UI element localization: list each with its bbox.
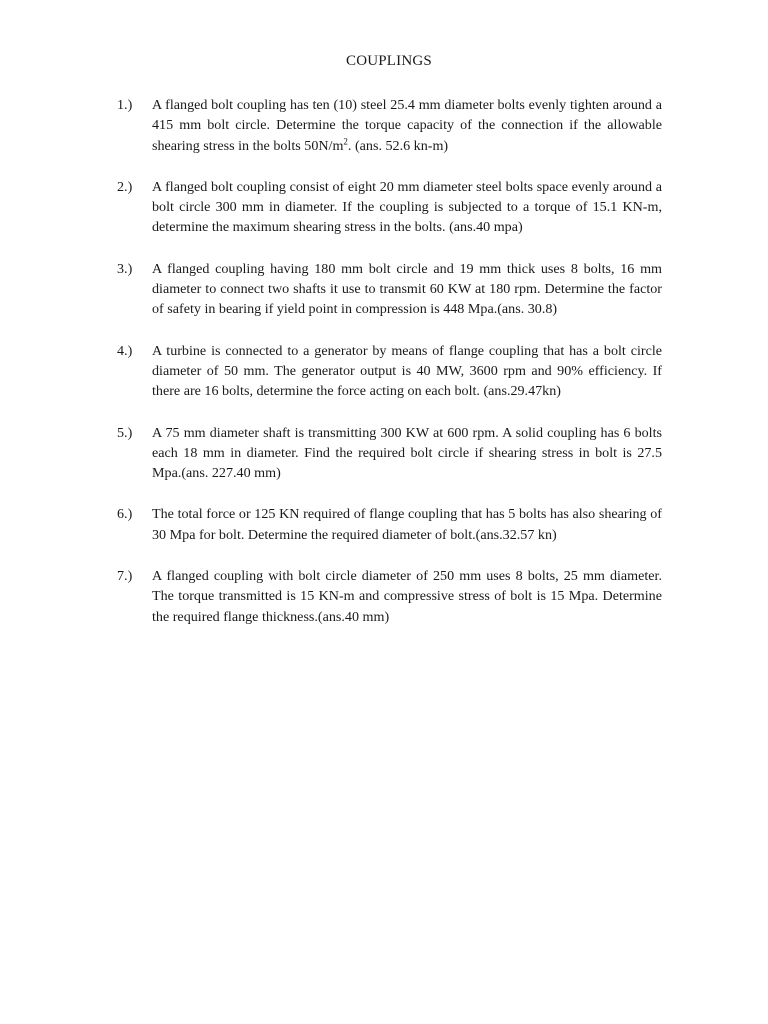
problem-text-answer: . (ans. 52.6 kn-m): [347, 137, 449, 154]
problem-item: [117, 504, 662, 545]
problem-text: A flanged coupling with bolt circle diameter of 250 mm uses 8 bolts, 25 mm diameter. The torque transmitted is 15 KN-m and compressive stress of bolt is 15 Mpa. Determine the required flange thickness.(ans.40 mm): [152, 568, 662, 625]
problem-text: The total force or 125 KN required of flange coupling that has 5 bolts has also shearing of 30 Mpa for bolt. Determine the required diameter of bolt.(ans.32.57 kn): [152, 506, 662, 543]
problem-number: 3.): [117, 260, 133, 277]
problem-text: A 75 mm diameter shaft is transmitting 300 KW at 600 rpm. A solid coupling has 6 bolts each 18 mm in diameter. Find the required bolt circle if shearing stress in bolt is 27.5 Mpa.(ans. 227.40 mm): [152, 424, 662, 482]
problem-item: [117, 95, 662, 156]
superscript-exponent: 2: [343, 135, 348, 146]
problem-list: [117, 95, 662, 648]
problem-number: 5.): [117, 424, 133, 441]
problem-text: A flanged bolt coupling consist of eight 20 mm diameter steel bolts space evenly around a bolt circle 300 mm in diameter. If the coupling is subjected to a torque of 15.1 KN-m, determine the maximum shearing stress in the bolts. (ans.40 mpa): [152, 178, 662, 236]
problem-item: [117, 177, 662, 238]
page-title: COUPLINGS: [346, 53, 432, 69]
problem-text: A turbine is connected to a generator by means of flange coupling that has a bolt circle diameter of 50 mm. The generator output is 40 MW, 3600 rpm and 90% efficiency. If there are 16 bolts, determine the force acting on each bolt. (ans.29.47kn): [152, 342, 662, 400]
problem-text-main: A flanged bolt coupling has ten (10) steel 25.4 mm diameter bolts evenly tighten around a 415 mm bolt circle. Determine the torque capacity of the connection if the allowable shearing stress in the bolts 50N/m: [152, 97, 662, 154]
problem-text: [152, 95, 662, 156]
problem-text: A flanged coupling having 180 mm bolt circle and 19 mm thick uses 8 bolts, 16 mm diameter to connect two shafts it use to transmit 60 KW at 180 rpm. Determine the factor of safety in bearing if yield point in compression is 448 Mpa.(ans. 30.8): [152, 260, 662, 318]
problem-number: 6.): [117, 506, 133, 523]
problem-number: 4.): [117, 342, 133, 359]
problem-item: [117, 423, 662, 484]
problem-item: [117, 341, 662, 402]
problem-number: 1.): [117, 97, 133, 113]
problem-number: 2.): [117, 178, 133, 195]
problem-item: [117, 566, 662, 627]
problem-item: [117, 259, 662, 320]
problem-number: 7.): [117, 568, 133, 585]
